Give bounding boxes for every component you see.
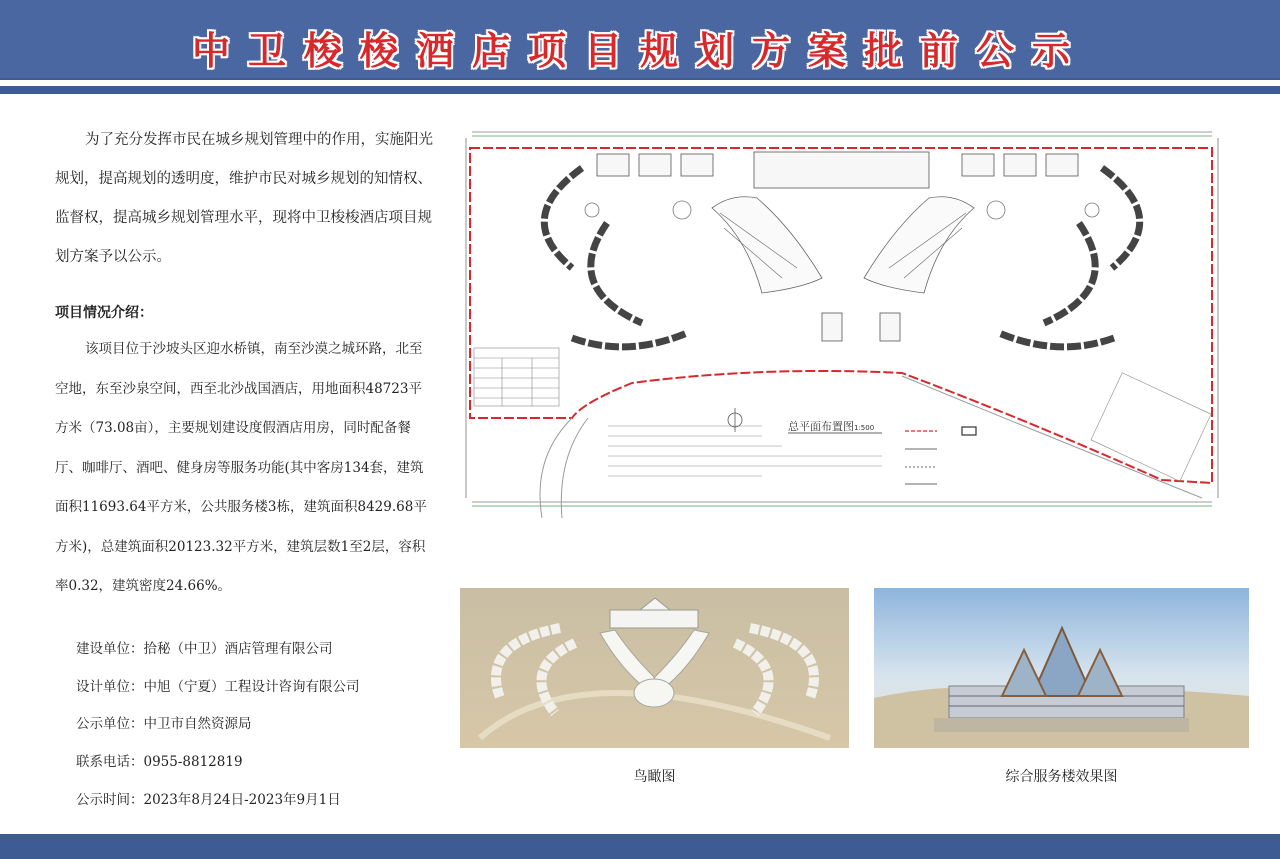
aerial-view-caption: 鸟瞰图: [633, 769, 676, 785]
header-stripe: [0, 86, 1280, 94]
service-building-caption: 综合服务楼效果图: [1005, 769, 1118, 785]
intro-paragraph: 为了充分发挥市民在城乡规划管理中的作用，实施阳光规划，提高规划的透明度，维护市民对城乡规划的知情权、监督权，提高城乡规划管理水平，现将中卫梭梭酒店项目规划方案予以公示。: [55, 132, 433, 265]
footer-band: [0, 834, 1280, 859]
project-description: 该项目位于沙坡头区迎水桥镇，南至沙漠之城环路，北至空地，东至沙泉空间，西至北沙战国酒店，用地面积48723平方米（73.08亩），主要规划建设度假酒店用房，同时配备餐厅、咖啡厅、酒吧、健身房等服务功能(其中客房134套，建筑面积11693.64平方米，公共服务楼3栋，建筑面积8429.68平方米)，总建筑面积20123.32平方米，建筑层数1至2层，容积率0.32，建筑密度24.66%。: [55, 341, 427, 594]
phone-info: 联系电话：0955-8812819: [76, 754, 243, 770]
plan-title: 总平面布置图: [788, 420, 854, 433]
page-title: 中卫梭梭酒店项目规划方案批前公示: [191, 29, 1088, 73]
section-heading: 项目情况介绍：: [55, 305, 153, 321]
publisher-info: 公示单位：中卫市自然资源局: [76, 716, 252, 732]
site-plan-drawing: [462, 118, 1224, 528]
plan-scale: 1:500: [854, 424, 875, 432]
aerial-view-image: [460, 588, 849, 748]
period-info: 公示时间：2023年8月24日-2023年9月1日: [76, 792, 341, 808]
designer-info: 设计单位：中旭（宁夏）工程设计咨询有限公司: [76, 679, 360, 695]
service-building-image: [874, 588, 1249, 748]
builder-info: 建设单位：拾秘（中卫）酒店管理有限公司: [76, 641, 333, 657]
